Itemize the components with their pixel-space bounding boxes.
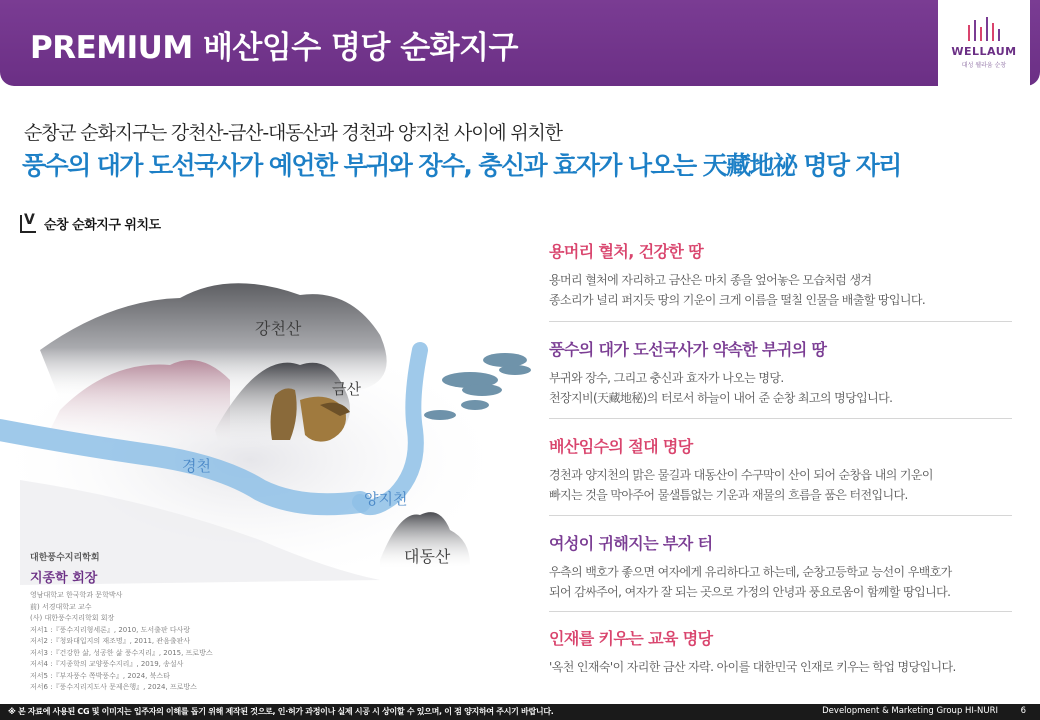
credential-line: 저서4 :『지종학의 교양풍수지리』, 2019, 송설사 bbox=[30, 660, 184, 668]
credential-line: 저서2 :『청와대입지의 재조명』, 2011, 관음출판사 bbox=[30, 637, 191, 645]
footer-disclaimer: ※ 본 자료에 사용된 CG 및 이미지는 입주자의 이해를 돕기 위해 제작된 것으로, 인·허가 과정이나 실제 시공 시 상이할 수 있으며, 이 점 양지하여 주시기 바랍니다. bbox=[8, 707, 554, 716]
section-title: 여성이 귀해지는 부자 터 bbox=[549, 534, 713, 553]
location-map-illustration bbox=[0, 240, 540, 590]
place-gyeongcheon: 경천 bbox=[182, 457, 211, 475]
credential-line: 저서1 :『풍수지리형세론』, 2010, 도서출판 다사랑 bbox=[30, 625, 191, 634]
map-label: 순창 순화지구 위치도 bbox=[44, 218, 161, 233]
section-text: 경천과 양지천의 맑은 물길과 대동산이 수구막이 산이 되어 순창읍 내의 기운이 bbox=[549, 468, 933, 482]
logo-bars-icon bbox=[964, 17, 1004, 43]
logo-subtitle: 대성 웰라움 순창 bbox=[961, 62, 1007, 69]
header-bar bbox=[0, 0, 1040, 86]
section-title: 인재를 키우는 교육 명당 bbox=[549, 629, 713, 648]
place-gangcheonsan: 강천산 bbox=[255, 319, 302, 338]
section-title: 배산임수의 절대 명당 bbox=[549, 437, 693, 456]
page-title: PREMIUM 배산임수 명당 순화지구 bbox=[30, 30, 519, 66]
section-wealth-land bbox=[549, 337, 1012, 408]
section-divider bbox=[549, 515, 1012, 516]
map-caption bbox=[20, 214, 161, 233]
brand-logo bbox=[938, 0, 1030, 86]
section-baesan-imsu bbox=[549, 434, 1012, 505]
section-text: 종소리가 널리 퍼지듯 땅의 기운이 크게 이름을 떨칠 인물을 배출할 땅입니다. bbox=[549, 293, 926, 307]
section-women-prosper bbox=[549, 531, 1012, 602]
section-text: 우측의 백호가 좋으면 여자에게 유리하다고 하는데, 순창고등학교 능선이 우백호가 bbox=[549, 565, 952, 579]
footer-bar bbox=[0, 704, 1040, 720]
intro-headline: 풍수의 대가 도선국사가 예언한 부귀와 장수, 충신과 효자가 나오는 天藏地祕 명당 자리 bbox=[22, 151, 901, 180]
author-name: 지종학 회장 bbox=[30, 571, 98, 586]
section-text: 부귀와 장수, 그리고 충신과 효자가 나오는 명당. bbox=[549, 371, 784, 385]
intro-line: 순창군 순화지구는 강천산-금산-대동산과 경천과 양지천 사이에 위치한 bbox=[24, 122, 562, 144]
credential-line: 저서3 :『건강한 삶, 성공한 삶 풍수지리』, 2015, 프로방스 bbox=[30, 648, 213, 657]
section-dragon-head bbox=[549, 239, 1012, 310]
section-text: 천장지비(天藏地秘)의 터로서 하늘이 내어 준 순창 최고의 명당입니다. bbox=[549, 391, 893, 405]
section-education bbox=[549, 626, 1012, 677]
check-bracket-icon bbox=[20, 215, 36, 233]
place-yangjicheon: 양지천 bbox=[364, 490, 408, 508]
page-number: 6 bbox=[1020, 706, 1026, 716]
footer-credit: Development & Marketing Group HI-NURI bbox=[822, 706, 998, 716]
credential-line: 저서5 :『부자풍수 쪽박풍수』, 2024, 북스타 bbox=[30, 671, 170, 680]
author-organization: 대한풍수지리학회 bbox=[30, 553, 100, 563]
logo-wordmark: WELLAUM bbox=[951, 45, 1017, 58]
section-divider bbox=[549, 321, 1012, 322]
section-text: 빠지는 것을 막아주어 물샐틈없는 기운과 재물의 흐름을 품은 터전입니다. bbox=[549, 488, 908, 502]
section-text: '옥천 인재숙'이 자리한 금산 자락. 아이를 대한민국 인재로 키우는 학업 명당입니다. bbox=[549, 660, 956, 674]
section-title: 풍수의 대가 도선국사가 약속한 부귀의 땅 bbox=[549, 340, 827, 359]
section-divider bbox=[549, 418, 1012, 419]
credential-line: 영남대학교 한국학과 문학박사 bbox=[30, 591, 123, 599]
section-text: 되어 감싸주어, 여자가 잘 되는 곳으로 가정의 안녕과 풍요로움이 함께할 땅입니다. bbox=[549, 585, 951, 599]
place-daedongsan: 대동산 bbox=[404, 547, 451, 566]
section-divider bbox=[549, 611, 1012, 612]
section-title: 용머리 혈처, 건강한 땅 bbox=[549, 242, 704, 261]
credential-line: 前) 서경대학교 교수 bbox=[30, 602, 92, 611]
credential-line: 저서6 :『풍수지리지도사 문제은행』, 2024, 프로방스 bbox=[30, 683, 197, 691]
credential-line: (사) 대한풍수지리학회 회장 bbox=[30, 614, 115, 622]
place-geumsan: 금산 bbox=[332, 380, 361, 398]
author-credentials bbox=[30, 590, 270, 694]
section-text: 용머리 혈처에 자리하고 금산은 마치 종을 엎어놓은 모습처럼 생겨 bbox=[549, 273, 872, 287]
